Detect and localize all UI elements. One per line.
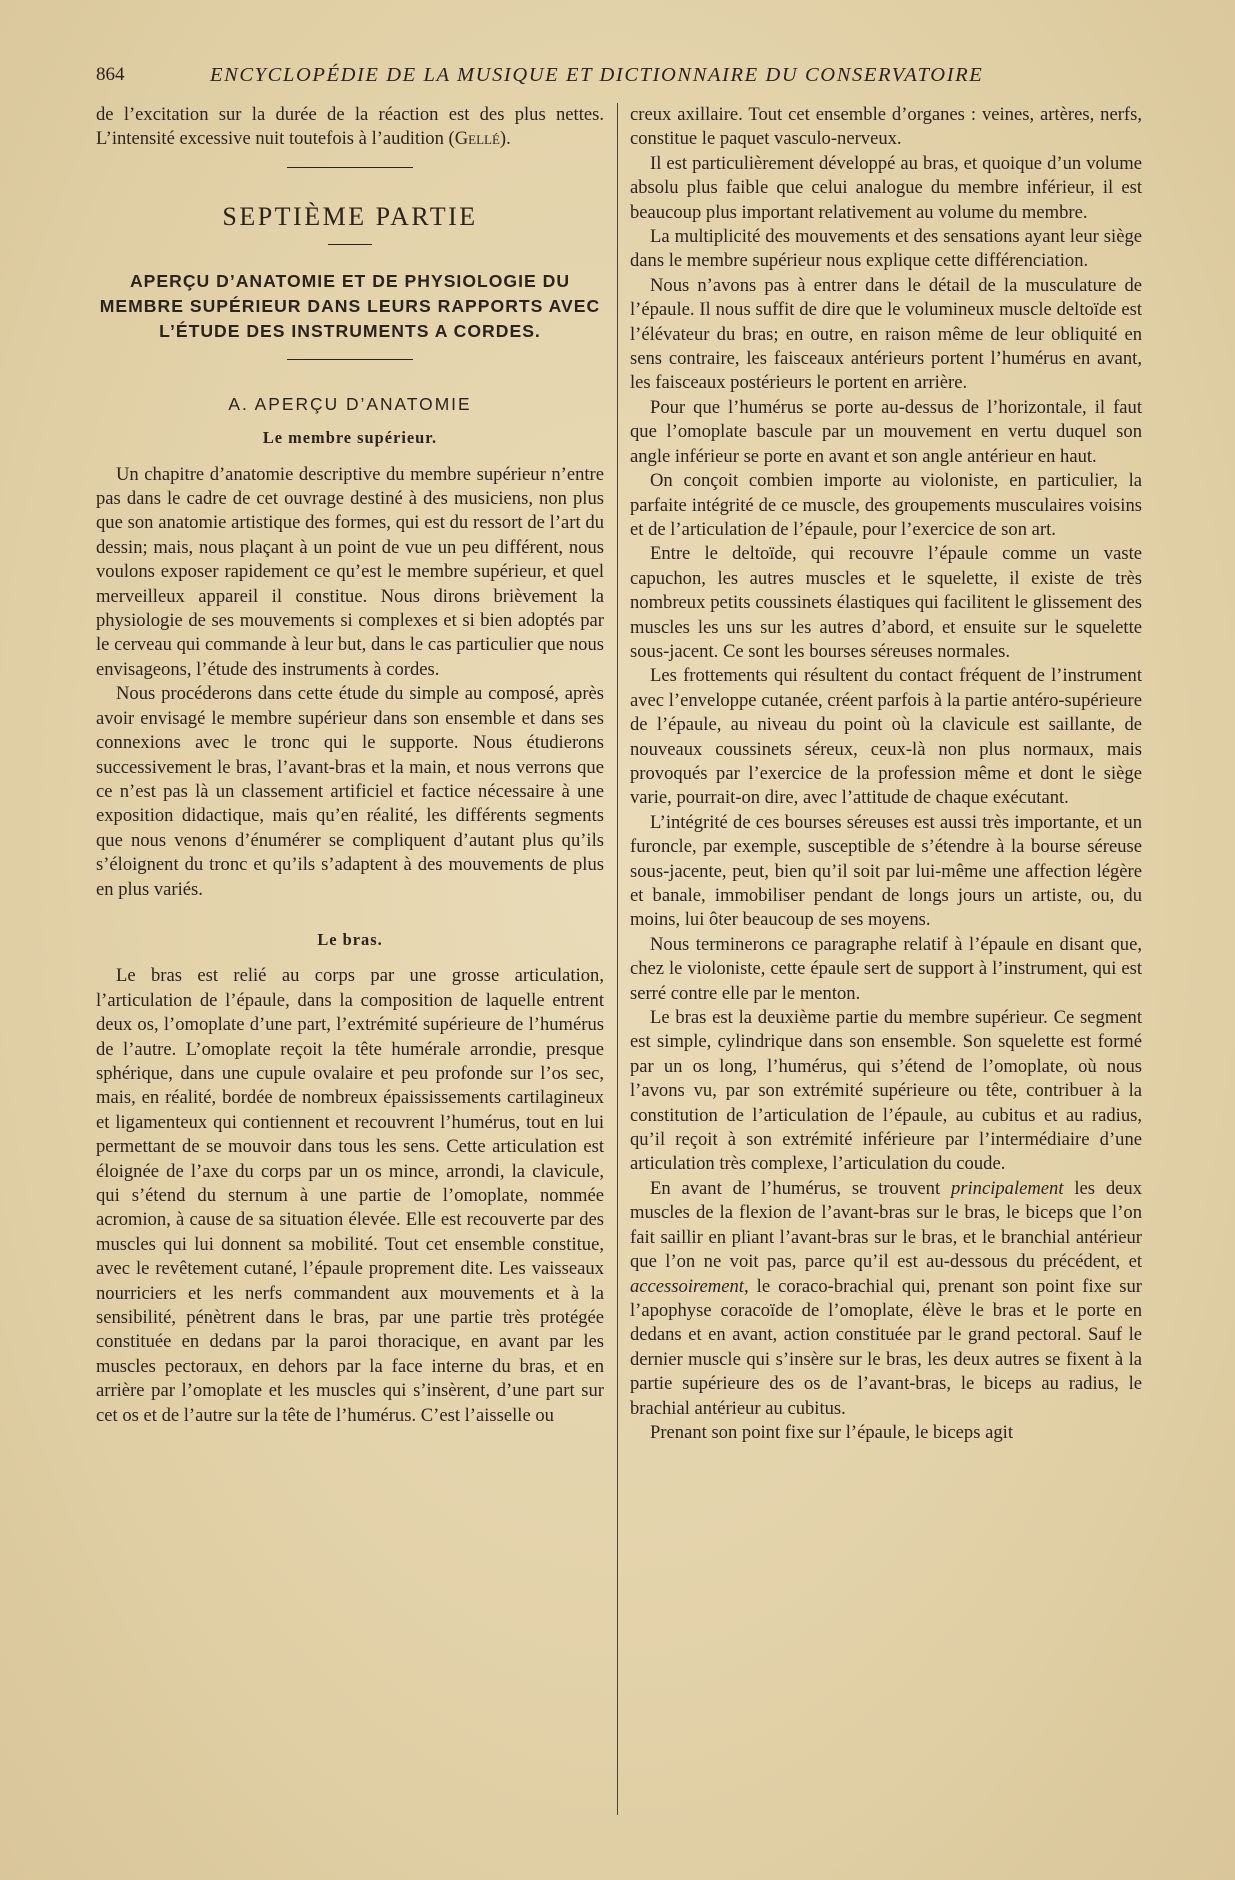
body-paragraph: Nous terminerons ce paragraphe relatif à l’épaule en disant que, chez le violoniste, cette épaule sert de support à l’instrument, qui est serré contre elle par le menton. [630, 933, 1142, 1004]
body-paragraph: Nous n’avons pas à entrer dans le détail de la musculature de l’épaule. Il nous suffit de dire que le volumineux muscle deltoïde est l’élévateur du bras; en outre, en raison même de leur obliquité en sens contraire, les faisceaux antérieurs portent l’humérus en avant, les faisceaux postérieurs le portent en arrière. [630, 274, 1142, 394]
body-paragraph: On conçoit combien importe au violoniste, en particulier, la parfaite intégrité de ce muscle, des groupements musculaires voisins et de l’articulation de l’épaule, pour l’exercice de son art. [630, 470, 1142, 540]
body-paragraph: L’intégrité de ces bourses séreuses est aussi très importante, et un furoncle, par exemple, susceptible de s’étendre à la bourse séreuse sous-jacente, peut, bien qu’il soit par lui-même une affection légère et banale, immobiliser pendant de longs jours un artiste, ou, du moins, lui ôter beaucoup de ses moyens. [630, 811, 1142, 931]
body-paragraph: Le bras est la deuxième partie du membre supérieur. Ce segment est simple, cylindrique dans son ensemble. Son squelette est formé par un os long, l’humérus, qui s’étend de l’omoplate, où nous l’avons vu, par son extrémité supérieure ou tête, contribuer à la constitution de l’articulation de l’épaule, au cubitus et au radius, qu’il reçoit à son extrémité inférieure par l’intermédiaire d’une articulation très complexe, l’articulation du coude. [630, 1007, 1142, 1175]
body-paragraph: Le bras est relié au corps par une grosse articulation, l’articulation de l’épaule, dans la composition de laquelle entrent deux os, l’omoplate d’une part, l’extrémité supérieure de l’humérus de l’autre. L’omoplate reçoit la tête humérale arrondie, presque sphérique, dans une cupule ovalaire et peu profonde sur l’os sec, mais, en réalité, bordée de nombreux épaississements cartilagineux et ligamenteux qui contiennent et recouvrent l’humérus, tout en lui permettant de se mouvoir dans tous les sens. Cette articulation est éloignée de l’axe du corps par un os mince, arrondi, la clavicule, qui s’étend du sternum à une partie de l’omoplate, nommée acromion, à cause de sa situation élevée. Elle est recouverte par des muscles qui lui donnent sa mobilité. Tout cet ensemble constitue, avec le revêtement cutané, l’épaule proprement dite. Les vaisseaux nourriciers et les nerfs commandent aux mouvements et à la sensibilité, pénètrent dans le bras, par une partie très protégée constituée en dedans par la paroi thoracique, en avant par les muscles pectoraux, en dehors par la face interne du bras, et en arrière par l’omoplate et les muscles qui s’insèrent, d’une part sur cet os et de l’autre sur la tête de l’humérus. C’est l’aisselle ou [96, 965, 604, 1426]
body-paragraph: Les frottements qui résultent du contact fréquent de l’instrument avec l’enveloppe cutanée, créent parfois à la partie antéro-supérieure de l’épaule, au niveau du point où la clavicule est saillante, de nouveaux coussinets séreux, ceux-là non plus normaux, mais provoqués par l’exercice de la profession même et dont le siège varie, pourrait-on dire, avec l’attitude de chaque exécutant. [630, 665, 1142, 809]
section-divider [287, 167, 413, 168]
body-paragraph: Il est particulièrement développé au bras, et quoique d’un volume absolu plus faible que celui analogue du membre inférieur, il est beaucoup plus important relativement au volume du membre. [630, 152, 1142, 223]
page-number: 864 [96, 64, 125, 85]
column-divider [617, 103, 618, 1815]
part-title: SEPTIÈME PARTIE [222, 201, 478, 231]
subsection-title: Le membre supérieur. [262, 428, 438, 448]
subsection-title: Le bras. [317, 929, 383, 949]
author-name: Gellé [454, 128, 500, 150]
body-paragraph: Entre le deltoïde, qui recouvre l’épaule comme un vaste capuchon, les autres muscles et le squelette, il existe de très nombreux petits coussinets élastiques qui facilitent le glissement des muscles les uns sur les autres d’abord, et ensuite sur le squelette sous-jacent. Ce sont les bourses séreuses normales. [630, 543, 1142, 662]
body-paragraph: Un chapitre d’anatomie descriptive du membre supérieur n’entre pas dans le cadre de cet ouvrage destiné à des musiciens, non plus que son anatomie artistique des formes, qui est du ressort de l’art du dessin; mais, nous plaçant à un point de vue un peu différent, nous voulons exposer rapidement ce qu’est le membre supérieur, et quel merveilleux appareil il constitue. Nous dirons brièvement la physiologie de ses mouvements si complexes et si bien adoptés par le cerveau qui commande à leur but, dans le cas particulier que nous envisageons, l’étude des instruments à cordes. [96, 463, 604, 680]
body-paragraph: Prenant son point fixe sur l’épaule, le biceps agit [650, 1421, 1013, 1443]
section-title: A. APERÇU D’ANATOMIE [228, 393, 472, 414]
body-paragraph: En avant de l’humérus, se trouvent principalement les deux muscles de la flexion de l’avant-bras sur le bras, le biceps que l’on fait saillir en pliant l’avant-bras sur le bras, et le branchial antérieur que l’on ne voit pas, parce qu’il est au-dessous du précédent, et accessoirement, le coraco-brachial qui, prenant son point fixe sur l’apophyse coracoïde de l’omoplate, élève le bras et le porte en dedans et en avant, action constituée par le grand pectoral. Sauf le dernier muscle qui s’insère sur le bras, les deux autres se fixent à la partie supérieure des os de l’avant-bras, le biceps au radius, le brachial antérieur au cubitus. [630, 1177, 1142, 1419]
running-title: ENCYCLOPÉDIE DE LA MUSIQUE ET DICTIONNAIRE DU CONSERVATOIRE [210, 64, 984, 86]
chapter-title: APERÇU D’ANATOMIE ET DE PHYSIOLOGIE DU MEMBRE SUPÉRIEUR DANS LEURS RAPPORTS AVEC L’ÉTUDE DES INSTRUMENTS A CORDES. [99, 270, 601, 341]
body-paragraph: La multiplicité des mouvements et des sensations ayant leur siège dans le membre supérieur nous explique cette différenciation. [630, 226, 1142, 272]
left-column [96, 103, 604, 1428]
intro-paragraph: de l’excitation sur la durée de la réaction est des plus nettes. L’intensité excessive nuit toutefois à l’audition (Gellé). [96, 104, 604, 150]
body-paragraph: Pour que l’humérus se porte au-dessus de l’horizontale, il faut que l’omoplate bascule par un mouvement en vertu duquel son angle inférieur se porte en avant et son angle antérieur en haut. [630, 396, 1142, 467]
chapter-divider [287, 359, 413, 360]
body-paragraph: Nous procéderons dans cette étude du simple au composé, après avoir envisagé le membre supérieur dans son ensemble et dans ses connexions avec le tronc qui le supporte. Nous étudierons successivement le bras, l’avant-bras et la main, et nous verrons que ce n’est pas là un classement artificiel et factice nécessaire à une exposition didactique, mais qu’en réalité, les différents segments que nous venons d’énumérer se compliquent d’autant plus qu’ils s’éloignent du tronc et qu’ils s’adaptent à des mouvements de plus en plus variés. [96, 683, 604, 900]
right-column [630, 103, 1142, 1445]
page-header [96, 62, 1141, 92]
continued-paragraph: creux axillaire. Tout cet ensemble d’organes : veines, artères, nerfs, constitue le paquet vasculo-nerveux. [630, 104, 1142, 150]
title-divider [328, 244, 372, 245]
